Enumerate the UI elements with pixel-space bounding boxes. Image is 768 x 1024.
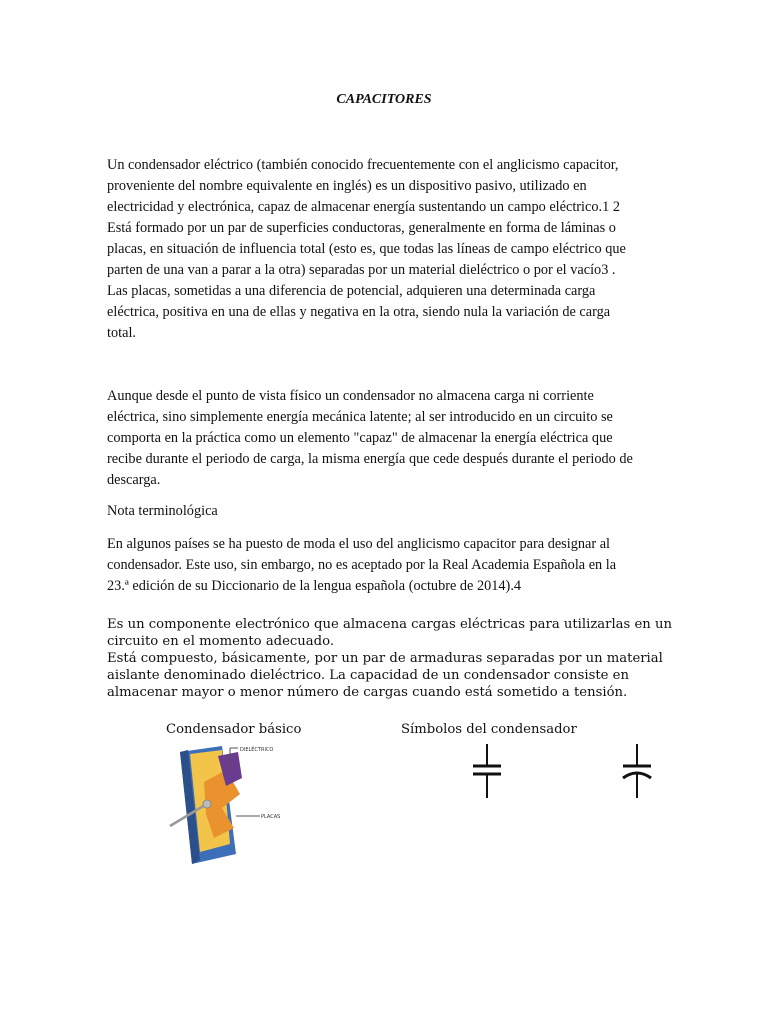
note-heading <box>107 501 667 522</box>
text-line: almacenar mayor o menor número de cargas cuando está sometido a tensión. <box>107 685 628 700</box>
label-dielectric: DIELÉCTRICO <box>240 747 274 753</box>
text-line: 23.ª edición de su Diccionario de la lengua española (octubre de 2014).4 <box>107 578 522 594</box>
text-line: Es un componente electrónico que almacena cargas eléctricas para utilizarlas en un <box>107 617 672 632</box>
text-line: Las placas, sometidas a una diferencia de potencial, adquieren una determinada carga <box>107 283 596 299</box>
page-title: CAPACITORES <box>336 92 432 107</box>
text-line: electricidad y electrónica, capaz de almacenar energía sustentando un campo eléctrico.1 2 <box>107 199 620 215</box>
capacitor-symbol-electrolytic-icon <box>620 742 654 800</box>
capacitor-symbol-fixed-icon <box>470 742 504 800</box>
symbols-caption: Símbolos del condensador <box>401 722 577 737</box>
text-line: En algunos países se ha puesto de moda el uso del anglicismo capacitor para designar al <box>107 536 611 552</box>
text-line: eléctrica, sino simplemente energía mecánica latente; al ser introducido en un circuito se <box>107 409 613 425</box>
paragraph-4 <box>107 616 672 701</box>
text-line: proveniente del nombre equivalente en inglés) es un dispositivo pasivo, utilizado en <box>107 178 587 194</box>
text-line: placas, en situación de influencia total (esto es, que todas las líneas de campo eléctrico que <box>107 241 626 257</box>
text-line: circuito en el momento adecuado. <box>107 634 335 649</box>
text-line: Aunque desde el punto de vista físico un condensador no almacena carga ni corriente <box>107 388 594 404</box>
text-line: condensador. Este uso, sin embargo, no es aceptado por la Real Academia Española en la <box>107 557 617 573</box>
text-line: descarga. <box>107 472 161 488</box>
note-heading-text: Nota terminológica <box>107 503 218 519</box>
text-line: aislante denominado dieléctrico. La capacidad de un condensador consiste en <box>107 668 629 683</box>
paragraph-3 <box>107 534 667 597</box>
text-line: total. <box>107 325 136 341</box>
basic-capacitor-caption: Condensador básico <box>166 722 302 737</box>
label-plates: PLACAS <box>261 814 281 820</box>
text-line: parten de una van a parar a la otra) separadas por un material dieléctrico o por el vacío3 . <box>107 262 616 278</box>
text-line: recibe durante el periodo de carga, la misma energía que cede después durante el periodo de <box>107 451 633 467</box>
paragraph-2 <box>107 386 667 491</box>
text-line: Un condensador eléctrico (también conocido frecuentemente con el anglicismo capacitor, <box>107 157 619 173</box>
text-line: Está compuesto, básicamente, por un par de armaduras separadas por un material <box>107 651 663 666</box>
text-line: eléctrica, positiva en una de ellas y negativa en la otra, siendo nula la variación de carga <box>107 304 611 320</box>
text-line: comporta en la práctica como un elemento "capaz" de almacenar la energía eléctrica que <box>107 430 613 446</box>
lead-terminal <box>203 800 211 808</box>
paragraph-1 <box>107 155 667 344</box>
text-line: Está formado por un par de superficies conductoras, generalmente en forma de láminas o <box>107 220 616 236</box>
capacitor-illustration <box>160 742 300 867</box>
